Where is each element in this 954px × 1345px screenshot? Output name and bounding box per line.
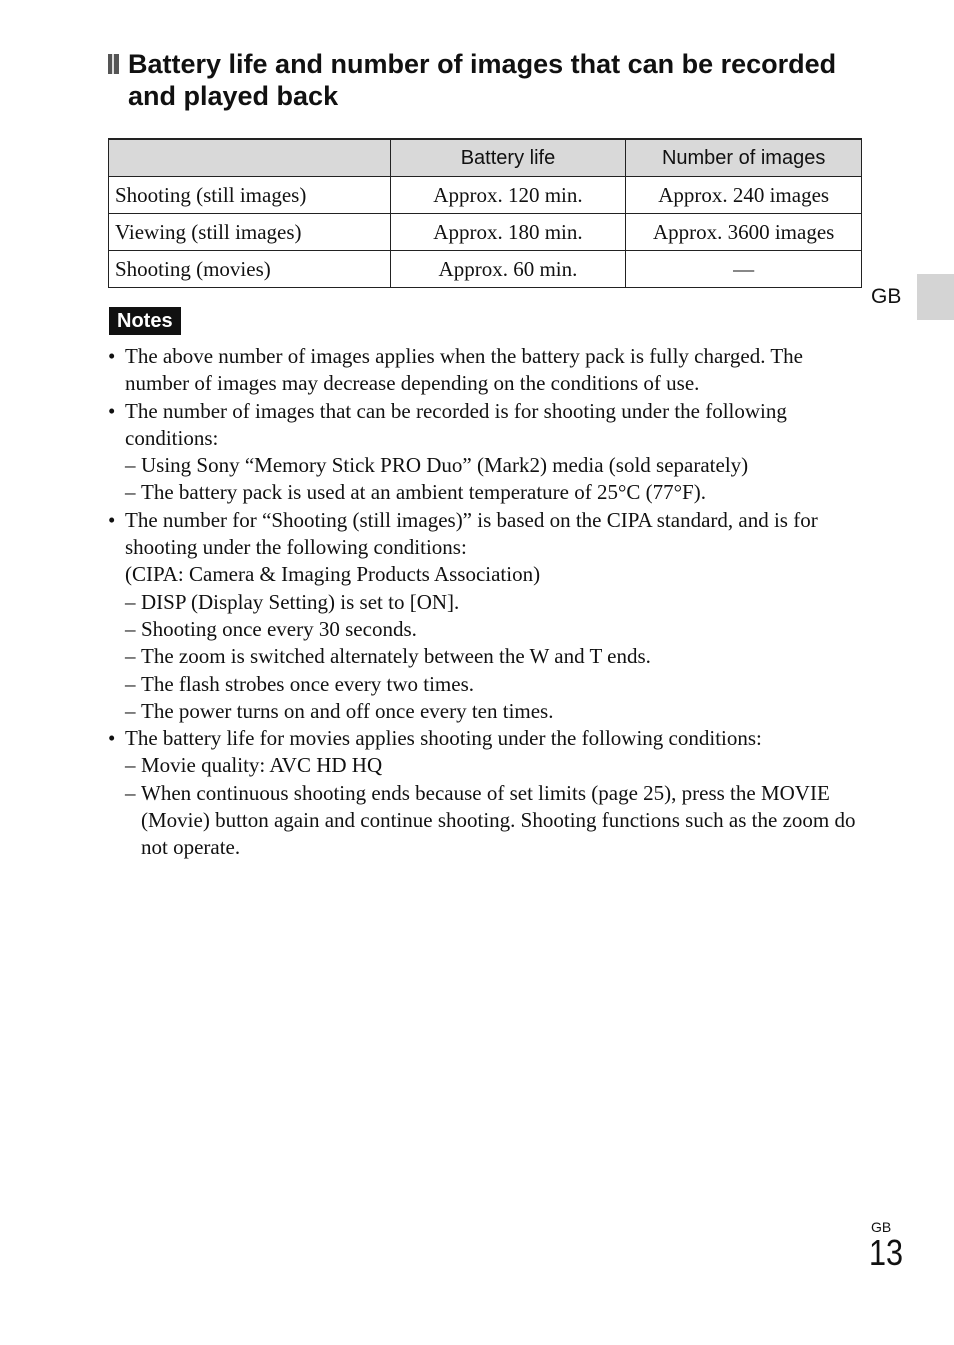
table-row [109, 251, 862, 288]
note-text: The battery life for movies applies shooting under the following conditions: [125, 726, 762, 751]
note-item [108, 398, 868, 453]
note-subitem [108, 589, 868, 616]
battery-table [108, 138, 862, 288]
bullet-icon: • [108, 726, 116, 751]
section-heading [108, 48, 868, 112]
note-subitem [108, 616, 868, 643]
note-subitem [108, 780, 868, 862]
note-subitem [108, 643, 868, 670]
note-subtext: The zoom is switched alternately between the W and T ends. [141, 644, 651, 669]
side-language-label: GB [871, 285, 902, 308]
note-subitem [108, 752, 868, 779]
note-subtext: The power turns on and off once every ten times. [141, 698, 554, 723]
dash-icon: – [125, 644, 136, 669]
table-header-cell: Battery life [390, 139, 626, 177]
note-subitem [108, 452, 868, 479]
note-subitem [108, 479, 868, 506]
dash-icon: – [125, 453, 136, 478]
note-subtext: Using Sony “Memory Stick PRO Duo” (Mark2) media (sold separately) [141, 453, 749, 478]
dash-icon: – [125, 753, 136, 778]
notes-list [108, 343, 868, 862]
footer-language: GB [871, 1219, 892, 1235]
table-row [109, 177, 862, 214]
note-text: The number of images that can be recorded is for shooting under the following conditions: [125, 398, 787, 450]
note-subitem [108, 671, 868, 698]
table-cell: Approx. 240 images [626, 177, 862, 214]
note-subtext: The battery pack is used at an ambient temperature of 25°C (77°F). [141, 480, 706, 505]
table-cell: — [626, 251, 862, 288]
note-subtext: Shooting once every 30 seconds. [141, 616, 417, 641]
bullet-icon: • [108, 398, 116, 423]
table-header-cell: Number of images [626, 139, 862, 177]
table-header-row [109, 139, 862, 177]
heading-text: Battery life and number of images that can be recorded and played back [128, 49, 837, 111]
note-text: The above number of images applies when the battery pack is fully charged. The number of images may decrease depending on the conditions of use. [125, 344, 803, 396]
table-row-label: Shooting (still images) [109, 177, 391, 214]
side-tab [917, 274, 954, 320]
dash-icon: – [125, 589, 136, 614]
table-cell: Approx. 120 min. [390, 177, 626, 214]
note-paren: (CIPA: Camera & Imaging Products Association) [125, 562, 541, 587]
table-row [109, 214, 862, 251]
note-subtext: When continuous shooting ends because of set limits (page 25), press the MOVIE (Movie) button again and continue shooting. Shooting functions such as the zoom do not operate. [141, 780, 856, 860]
table-header-cell [109, 139, 391, 177]
table-row-label: Shooting (movies) [109, 251, 391, 288]
notes-badge: Notes [109, 307, 181, 335]
table-cell: Approx. 60 min. [390, 251, 626, 288]
note-subitem [108, 698, 868, 725]
dash-icon: – [125, 698, 136, 723]
dash-icon: – [125, 616, 136, 641]
heading-marker-icon [108, 54, 119, 74]
bullet-icon: • [108, 507, 116, 532]
bullet-icon: • [108, 344, 116, 368]
table-cell: Approx. 3600 images [626, 214, 862, 251]
note-subtext: DISP (Display Setting) is set to [ON]. [141, 589, 460, 614]
table-row-label: Viewing (still images) [109, 214, 391, 251]
dash-icon: – [125, 671, 136, 696]
note-subtext: The flash strobes once every two times. [141, 671, 474, 696]
dash-icon: – [125, 480, 136, 505]
note-item [108, 343, 868, 398]
note-subtext: Movie quality: AVC HD HQ [141, 753, 383, 778]
dash-icon: – [125, 780, 136, 805]
note-item [108, 725, 868, 752]
page-number: 13 [869, 1232, 904, 1273]
note-item [108, 507, 868, 562]
note-text: The number for “Shooting (still images)” is based on the CIPA standard, and is for shooting under the following conditions: [125, 507, 818, 560]
table-cell: Approx. 180 min. [390, 214, 626, 251]
